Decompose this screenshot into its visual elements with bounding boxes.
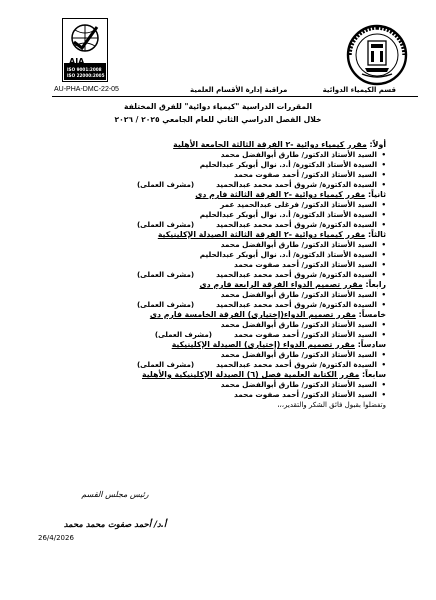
section-prefix: سادساً: [357, 340, 386, 349]
staff-title: السيد الأستاذ الدكتور/ [301, 290, 377, 299]
staff-item [22, 240, 386, 250]
section-prefix: رابعاً: [365, 280, 386, 289]
signature-name: أ.د/ أحمد صفوت محمد محمد [63, 519, 167, 529]
title-line-1: المقررات الدراسية "كيمياء دوائية" للفرق المختلفة [124, 102, 312, 111]
staff-role: (مشرف العملى) [136, 270, 195, 279]
staff-item [22, 330, 386, 340]
staff-name: شروق أحمد محمد عبدالحميد [216, 180, 318, 189]
section-prefix: ثالثاً: [367, 230, 386, 239]
staff-title: السيد الأستاذ الدكتور/ [301, 350, 377, 359]
staff-item [22, 290, 386, 300]
staff-item [22, 150, 386, 160]
section-heading [22, 230, 386, 240]
bullet-icon: • [381, 160, 386, 169]
staff-role: (مشرف العملى) [136, 300, 195, 309]
staff-name: نوال أبوبكر عبدالحليم [199, 210, 277, 219]
section-course: مقرر كيمياء دوائية -٢ الفرقة الثالثة الصيدلة الإكلينيكية [157, 230, 366, 239]
cert-iso-9001: ISO 9001:2008 [67, 67, 102, 72]
bullet-icon: • [381, 290, 386, 299]
staff-name: نوال أبوبكر عبدالحليم [199, 250, 277, 259]
staff-name: شروق أحمد محمد عبدالحميد [216, 220, 318, 229]
staff-name: طارق أبوالفضل محمد [220, 380, 300, 389]
section-course: مقرر تصميم الدواء(إختيارى) الفرقة الخامسة فارم دى [149, 310, 356, 319]
bullet-icon: • [381, 360, 386, 369]
staff-title: السيد الأستاذ الدكتور/ [301, 240, 377, 249]
section-prefix: خامساً: [358, 310, 386, 319]
staff-title: السيدة الدكتورة/ [319, 360, 377, 369]
staff-name: أحمد صفوت محمد [233, 330, 300, 339]
staff-item [22, 180, 386, 190]
staff-item [22, 160, 386, 170]
staff-name: شروق أحمد محمد عبدالحميد [216, 270, 318, 279]
staff-name: طارق أبوالفضل محمد [220, 150, 300, 159]
section-course: مقرر كيمياء دوائية -٢ الفرقة الثالثة الجامعة الأهلية [173, 140, 367, 149]
section-course: مقرر تصميم الدواء (إختيارى) الصيدلة الإكلينيكية [171, 340, 355, 349]
unit-name: مراقبة إدارة الأقسام العلمية [190, 86, 288, 94]
staff-title: السيد الأستاذ الدكتور/ [301, 170, 377, 179]
bullet-icon: • [381, 220, 386, 229]
staff-title: السيد الأستاذ الدكتور/ [301, 330, 377, 339]
staff-name: طارق أبوالفضل محمد [220, 240, 300, 249]
bullet-icon: • [381, 320, 386, 329]
section-course: مقرر كيمياء دوائية -٢ الفرقة الثالثة فارم دى [195, 190, 366, 199]
section-prefix: ثانياً: [367, 190, 386, 199]
staff-title: السيدة الأستاذ الدكتورة/ أ.د. [279, 250, 377, 259]
staff-item [22, 250, 386, 260]
staff-item [22, 220, 386, 230]
staff-item [22, 350, 386, 360]
staff-title: السيد الأستاذ الدكتور/ [301, 380, 377, 389]
section-prefix: أولاً: [369, 140, 386, 149]
staff-role: (مشرف العملى) [154, 330, 212, 339]
staff-item [22, 170, 386, 180]
staff-item [22, 320, 386, 330]
header-divider [52, 96, 418, 97]
cert-iso-22000: ISO 22000:2005 [67, 73, 105, 78]
staff-name: طارق أبوالفضل محمد [220, 290, 300, 299]
staff-title: السيدة الدكتورة/ [319, 180, 377, 189]
staff-item [22, 210, 386, 220]
staff-title: السيد الأستاذ الدكتور/ [301, 390, 377, 399]
staff-name: شروق أحمد محمد عبدالحميد [216, 360, 318, 369]
staff-item [22, 260, 386, 270]
section-heading [22, 190, 386, 200]
staff-title: السيد الأستاذ الدكتور/ [301, 320, 377, 329]
staff-item [22, 390, 386, 400]
staff-item [22, 360, 386, 370]
section-heading [22, 370, 386, 380]
section-heading [22, 340, 386, 350]
staff-item [22, 380, 386, 390]
bullet-icon: • [381, 150, 386, 159]
document-date: 26/4/2026 [38, 534, 74, 542]
title-line-2: خلال الفصل الدراسي الثاني للعام الجامعي ٢٠٢٥ / ٢٠٢٦ [114, 115, 322, 124]
section-course: مقرر الكتابة العلمية فصل (٦) الصيدلة الإكلينيكية والأهلية [142, 370, 360, 379]
staff-name: نوال أبوبكر عبدالحليم [199, 160, 277, 169]
bullet-icon: • [381, 380, 386, 389]
department-name: قسم الكيمياء الدوائية [322, 86, 396, 94]
staff-role: (مشرف العملى) [136, 180, 195, 189]
staff-title: السيدة الأستاذ الدكتورة/ أ.د. [279, 210, 377, 219]
signature-role: رئيس مجلس القسم [81, 490, 149, 499]
bullet-icon: • [381, 300, 386, 309]
bullet-icon: • [381, 330, 386, 339]
staff-title: السيد الأستاذ الدكتور/ [301, 150, 377, 159]
section-heading [22, 310, 386, 320]
staff-item [22, 270, 386, 280]
section-heading [22, 140, 386, 150]
title-block [60, 100, 376, 126]
section-heading [22, 280, 386, 290]
bullet-icon: • [381, 210, 386, 219]
document-code: AU-PHA-DMC-22-05 [54, 86, 119, 93]
staff-name: أحمد صفوت محمد [233, 170, 300, 179]
signature-block [60, 490, 170, 529]
bullet-icon: • [381, 260, 386, 269]
bullet-icon: • [381, 350, 386, 359]
closing-text: وتفضلوا بقبول فائق الشكر والتقدير،،، [277, 401, 386, 409]
bullet-icon: • [381, 180, 386, 189]
staff-title: السيدة الدكتورة/ [319, 220, 377, 229]
section-course: مقرر تصميم الدواء الفرقة الرابعة فارم دى [199, 280, 363, 289]
university-logo-icon [346, 24, 408, 86]
staff-name: فرغلى عبدالحميد عمر [220, 200, 300, 209]
staff-item [22, 200, 386, 210]
staff-name: أحمد صفوت محمد [233, 390, 300, 399]
bullet-icon: • [381, 270, 386, 279]
bullet-icon: • [381, 240, 386, 249]
bullet-icon: • [381, 200, 386, 209]
bullet-icon: • [381, 250, 386, 259]
bullet-icon: • [381, 170, 386, 179]
staff-item [22, 300, 386, 310]
course-assignments [22, 140, 386, 410]
cert-brand: AJA [69, 57, 85, 66]
staff-name: طارق أبوالفضل محمد [220, 350, 300, 359]
staff-name: أحمد صفوت محمد [233, 260, 300, 269]
staff-title: السيدة الدكتورة/ [319, 300, 377, 309]
section-prefix: سابعاً: [362, 370, 386, 379]
bullet-icon: • [381, 390, 386, 399]
staff-title: السيد الأستاذ الدكتور/ [301, 260, 377, 269]
staff-title: السيدة الدكتورة/ [319, 270, 377, 279]
staff-name: طارق أبوالفضل محمد [220, 320, 300, 329]
staff-name: شروق أحمد محمد عبدالحميد [216, 300, 318, 309]
staff-title: السيدة الأستاذ الدكتورة/ أ.د. [279, 160, 377, 169]
staff-role: (مشرف العملى) [136, 220, 195, 229]
staff-role: (مشرف العملى) [136, 360, 195, 369]
staff-title: السيد الأستاذ الدكتور/ [301, 200, 377, 209]
